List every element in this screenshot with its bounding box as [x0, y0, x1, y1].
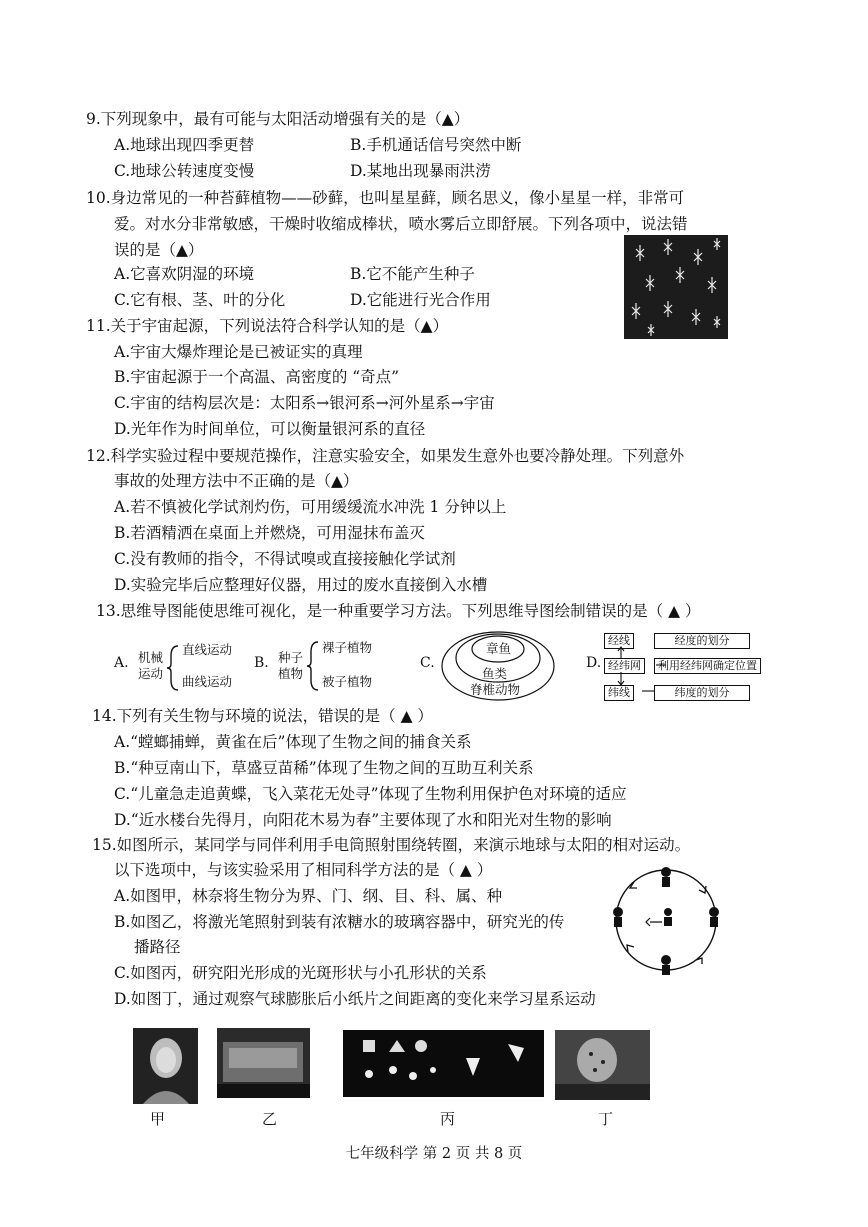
- q15-circle-diagram: [606, 862, 726, 980]
- q14-option-c: C.“儿童急走追黄蝶，飞入菜花无处寻”体现了生物利用保护色对环境的适应: [114, 785, 627, 803]
- q9-option-d: D.某地出现暴雨洪涝: [350, 162, 491, 180]
- q11-option-d: D.光年作为时间单位，可以衡量银河系的直径: [114, 420, 426, 438]
- moss-photo: [624, 235, 728, 339]
- q13-b-root-line1: 种子: [278, 650, 304, 665]
- figure-yi-photo: [217, 1028, 310, 1098]
- q15-option-b-line1: B.如图乙，将激光笔照射到装有浓糖水的玻璃容器中，研究光的传: [114, 913, 565, 931]
- q13-a-brace: [166, 644, 180, 692]
- q9-stem: 9.下列现象中，最有可能与太阳活动增强有关的是（▲）: [86, 110, 470, 128]
- q13-c-inner: 章鱼: [486, 641, 512, 656]
- q13-d-left-box2: 经纬网: [604, 658, 645, 674]
- q13-d-label: D.: [586, 655, 602, 671]
- q13-b-brace: [306, 640, 320, 692]
- q10-stem-line1: 10.身边常见的一种苔藓植物——砂藓，也叫星星藓，顾名思义，像小星星一样，非常可: [86, 189, 685, 207]
- figure-bing-photo-left: [343, 1030, 448, 1097]
- figure-bing-caption: 丙: [440, 1110, 456, 1128]
- q12-stem-line1: 12.科学实验过程中要规范操作，注意实验安全，如果发生意外也要冷静处理。下列意外: [86, 447, 685, 465]
- q15-stem-line1: 15.如图所示，某同学与同伴利用手电筒照射围绕转圈，来演示地球与太阳的相对运动。: [92, 836, 691, 854]
- figure-yi-caption: 乙: [262, 1110, 278, 1128]
- figure-jia-caption: 甲: [150, 1110, 166, 1128]
- q13-d-right-box1: 经度的划分: [654, 633, 750, 649]
- page-footer: 七年级科学 第 2 页 共 8 页: [345, 1146, 523, 1162]
- q11-option-c: C.宇宙的结构层次是：太阳系→银河系→河外星系→宇宙: [114, 394, 495, 412]
- figure-jia-portrait: [133, 1028, 198, 1104]
- q12-stem-line2: 事故的处理方法中不正确的是（▲）: [114, 472, 359, 490]
- q14-option-b: B.“种豆南山下，草盛豆苗稀”体现了生物之间的互助互利关系: [114, 759, 534, 777]
- q15-option-a: A.如图甲，林奈将生物分为界、门、纲、目、科、属、种: [114, 887, 503, 905]
- figure-bing-photo-right: [448, 1030, 544, 1097]
- q15-option-c: C.如图丙，研究阳光形成的光斑形状与小孔形状的关系: [114, 964, 487, 982]
- q10-stem-line2: 爱。对水分非常敏感，干燥时收缩成棒状，喷水雾后立即舒展。下列各项中，说法错: [114, 215, 688, 233]
- q15-option-b-line2: 播路径: [134, 938, 181, 956]
- q13-stem: 13.思维导图能使思维可视化，是一种重要学习方法。下列思维导图绘制错误的是（ ▲ ）: [96, 602, 701, 620]
- q13-c-label: C.: [420, 655, 435, 671]
- q9-option-a: A.地球出现四季更替: [114, 136, 255, 154]
- q13-a-root-line1: 机械: [138, 650, 164, 665]
- q15-option-d: D.如图丁，通过观察气球膨胀后小纸片之间距离的变化来学习星系运动: [114, 990, 596, 1008]
- q10-option-a: A.它喜欢阴湿的环境: [114, 265, 255, 283]
- q13-b-bottom: 被子植物: [322, 674, 373, 689]
- q12-option-a: A.若不慎被化学试剂灼伤，可用缓缓流水冲洗 1 分钟以上: [114, 498, 507, 516]
- q10-option-c: C.它有根、茎、叶的分化: [114, 291, 286, 309]
- q10-stem-line3: 误的是（▲）: [114, 241, 204, 259]
- q14-option-d: D.“近水楼台先得月，向阳花木易为春”主要体现了水和阳光对生物的影响: [114, 811, 612, 829]
- q13-b-top: 裸子植物: [322, 640, 373, 655]
- q10-option-b: B.它不能产生种子: [350, 265, 475, 283]
- q12-option-c: C.没有教师的指令，不得试嗅或直接接触化学试剂: [114, 550, 456, 568]
- figure-ding-photo: [555, 1030, 650, 1100]
- q13-a-root-line2: 运动: [138, 666, 164, 681]
- q10-option-d: D.它能进行光合作用: [350, 291, 491, 309]
- q13-d-left-box3: 纬线: [604, 685, 634, 701]
- q13-d-left-box1: 经线: [604, 633, 634, 649]
- q13-c-outer: 脊椎动物: [470, 682, 521, 697]
- q11-option-b: B.宇宙起源于一个高温、高密度的 “奇点”: [114, 368, 400, 386]
- q15-stem-line2: 以下选项中，与该实验采用了相同科学方法的是（ ▲ ）: [114, 861, 493, 879]
- q13-a-bottom: 曲线运动: [182, 674, 233, 689]
- q11-option-a: A.宇宙大爆炸理论是已被证实的真理: [114, 343, 363, 361]
- q13-d-right-box3: 纬度的划分: [654, 685, 750, 701]
- q9-option-c: C.地球公转速度变慢: [114, 162, 255, 180]
- q11-stem: 11.关于宇宙起源，下列说法符合科学认知的是（▲）: [86, 317, 449, 335]
- q13-d-right-box2: 利用经纬网确定位置: [654, 658, 761, 674]
- q13-b-label: B.: [254, 655, 269, 671]
- q13-a-label: A.: [114, 655, 129, 671]
- q12-option-d: D.实验完毕后应整理好仪器，用过的废水直接倒入水槽: [114, 576, 488, 594]
- q14-stem: 14.下列有关生物与环境的说法，错误的是（ ▲ ）: [92, 707, 433, 725]
- q12-option-b: B.若酒精洒在桌面上并燃烧，可用湿抹布盖灭: [114, 524, 425, 542]
- q13-b-root-line2: 植物: [278, 666, 304, 681]
- figure-ding-caption: 丁: [598, 1110, 614, 1128]
- q13-c-middle: 鱼类: [482, 666, 508, 681]
- q9-option-b: B.手机通话信号突然中断: [350, 136, 522, 154]
- q13-a-top: 直线运动: [182, 642, 233, 657]
- q14-option-a: A.“螳螂捕蝉，黄雀在后”体现了生物之间的捕食关系: [114, 733, 472, 751]
